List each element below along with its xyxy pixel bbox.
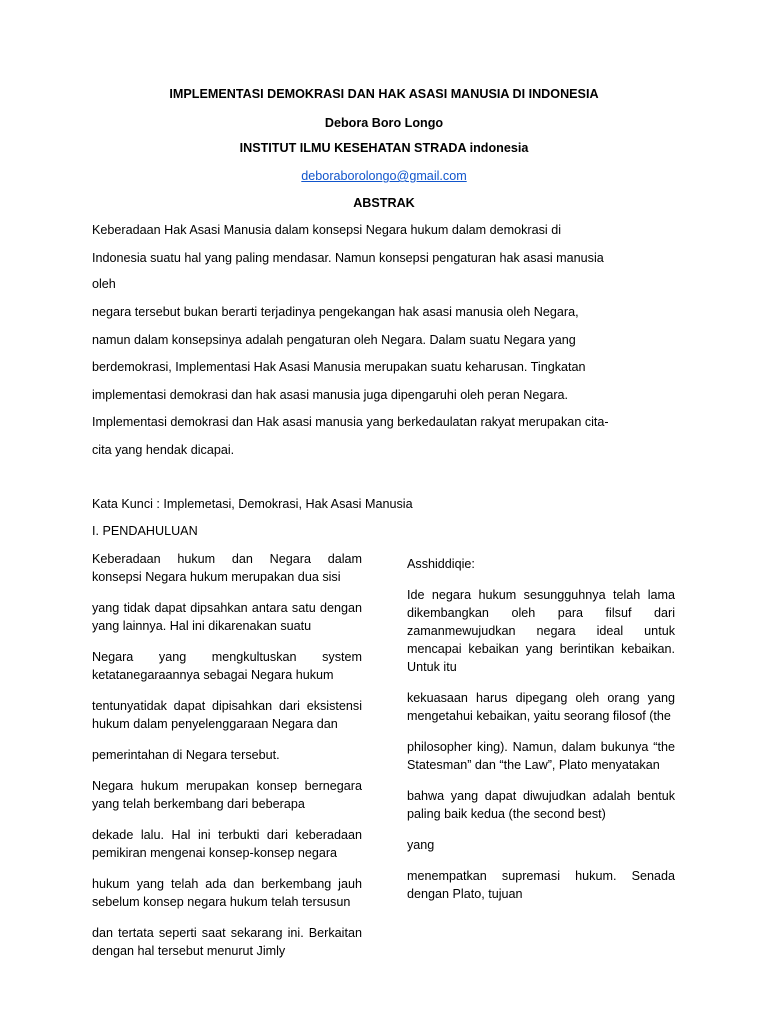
right-column [407,555,675,916]
right-paragraph: Asshiddiqie: [407,557,475,571]
left-paragraph: tentunyatidak dapat dipisahkan dari eksistensi hukum dalam penyelenggaraan Negara dan [92,699,362,731]
paper-title: IMPLEMENTASI DEMOKRASI DAN HAK ASASI MANUSIA DI INDONESIA [169,87,599,101]
left-paragraph: hukum yang telah ada dan berkembang jauh sebelum konsep negara hukum telah tersusun [92,877,362,909]
right-paragraph: kekuasaan harus dipegang oleh orang yang mengetahui kebaikan, yaitu seorang filosof (the [407,691,675,723]
left-column [92,550,362,973]
abstract-line: Implementasi demokrasi dan Hak asasi manusia yang berkedaulatan rakyat merupakan cita- [92,415,609,429]
abstract-line: namun dalam konsepsinya adalah pengaturan oleh Negara. Dalam suatu Negara yang [92,333,576,347]
left-paragraph: pemerintahan di Negara tersebut. [92,748,280,762]
left-paragraph: dekade lalu. Hal ini terbukti dari keberadaan pemikiran mengenai konsep-konsep negara [92,828,362,860]
abstract-line: oleh [92,277,116,291]
abstract-line: Keberadaan Hak Asasi Manusia dalam konsepsi Negara hukum dalam demokrasi di [92,223,562,237]
left-paragraph: Keberadaan hukum dan Negara dalam konsepsi Negara hukum merupakan dua sisi [92,552,362,584]
author-email-link[interactable]: deboraborolongo@gmail.com [301,169,467,183]
right-paragraph: bahwa yang dapat diwujudkan adalah bentuk paling baik kedua (the second best) [407,789,675,821]
abstract-line: negara tersebut bukan berarti terjadinya pengekangan hak asasi manusia oleh Negara, [92,305,579,319]
abstract-line: implementasi demokrasi dan hak asasi manusia juga dipengaruhi oleh peran Negara. [92,388,569,402]
left-paragraph: dan tertata seperti saat sekarang ini. Berkaitan dengan hal tersebut menurut Jimly [92,926,362,958]
right-paragraph: Ide negara hukum sesungguhnya telah lama dikembangkan oleh para filsuf dari zamanmewujudkan negara ideal untuk mencapai kebaikan yang berintikan kebaikan. Untuk itu [407,588,675,674]
right-paragraph: yang [407,838,435,852]
keywords: Kata Kunci : Implemetasi, Demokrasi, Hak Asasi Manusia [92,497,413,511]
left-paragraph: Negara hukum merupakan konsep bernegara yang telah berkembang dari beberapa [92,779,362,811]
author-name: Debora Boro Longo [324,116,444,130]
abstract-heading: ABSTRAK [353,196,415,210]
section-heading: I. PENDAHULUAN [92,524,198,538]
right-paragraph: philosopher king). Namun, dalam bukunya “the Statesman” dan “the Law”, Plato menyatakan [407,740,675,772]
right-paragraph: menempatkan supremasi hukum. Senada dengan Plato, tujuan [407,869,675,901]
left-paragraph: yang tidak dapat dipsahkan antara satu dengan yang lainnya. Hal ini dikarenakan suatu [92,601,362,633]
institution-name: INSTITUT ILMU KESEHATAN STRADA indonesia [239,141,529,155]
left-paragraph: Negara yang mengkultuskan system ketatanegaraannya sebagai Negara hukum [92,650,362,682]
abstract-line: berdemokrasi, Implementasi Hak Asasi Manusia merupakan suatu keharusan. Tingkatan [92,360,586,374]
abstract-line: cita yang hendak dicapai. [92,443,235,457]
abstract-line: Indonesia suatu hal yang paling mendasar. Namun konsepsi pengaturan hak asasi manusia [92,251,604,265]
